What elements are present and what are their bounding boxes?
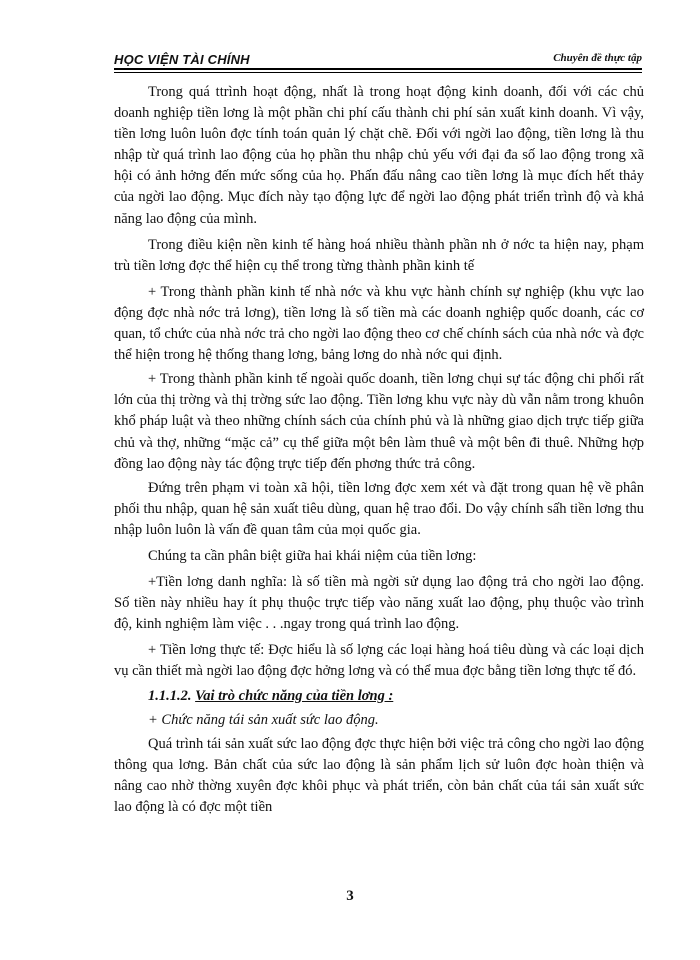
paragraph-7: +Tiền lơng danh nghĩa: là số tiền mà ngời sử dụng lao động trả cho ngời lao động. Số tiền này nhiều hay ít phụ thuộc trực tiếp vào năng xuất lao động, phụ thuộc vào trình độ, kinh nghiệm làm việc . . .ngay trong quá trình lao động. xyxy=(114,574,644,633)
paragraph-6: Chúng ta cần phân biệt giữa hai khái niệm của tiền lơng: xyxy=(148,547,477,564)
institution-name: HỌC VIỆN TÀI CHÍNH xyxy=(114,52,250,67)
page-number: 3 xyxy=(346,888,354,904)
paragraph-4: + Trong thành phần kinh tế ngoài quốc doanh, tiền lơng chụi sự tác động chi phối rất lớn của thị trờng và thị trờng sức lao động. Tiền lơng khu vực này dù vẫn nằm trong khuôn khổ pháp luật và theo những chính sách của chính phủ và là những giao dịch trực tiếp giữa chủ và thợ, những “mặc cả” cụ thể giữa một bên làm thuê và một bên đi thuê. Những hợp đồng lao động này tác động trực tiếp đến phơng thức trả công. xyxy=(114,371,644,472)
section-heading xyxy=(114,686,644,707)
document-body xyxy=(114,82,644,823)
section-number: 1.1.1.2. xyxy=(148,687,192,704)
section-title: Vai trò chức năng của tiền lơng : xyxy=(195,687,394,704)
paragraph-8: + Tiền lơng thực tế: Đợc hiểu là số lợng các loại hàng hoá tiêu dùng và các loại dịch vụ cần thiết mà ngời lao động đợc hởng lơng và có thể mua đợc bằng tiền lơng thực tế đó. xyxy=(114,642,644,680)
page-header xyxy=(114,50,642,74)
document-type: Chuyên đề thực tập xyxy=(553,52,642,64)
paragraph-5: Đứng trên phạm vi toàn xã hội, tiền lơng đợc xem xét và đặt trong quan hệ về phân phối thu nhập, quan hệ sản xuất tiêu dùng, quan hệ trao đổi. Do vậy chính sấh tiền lơng thu nhập luôn luôn là vấn đề quan tâm của mọi quốc gia. xyxy=(114,479,644,538)
paragraph-1: Trong quá ttrình hoạt động, nhất là trong hoạt động kinh doanh, đối với các chủ doanh nghiệp tiền lơng là một phần chi phí cấu thành chi phí sản xuất kinh doanh. Vì vậy, tiền lơng luôn luôn đợc tính toán quản lý chặt chẽ. Đối với ngời lao động, tiền lơng là thu nhập từ quá trình lao động của họ phần thu nhập chủ yếu với đại đa số lao động trong xã hội có ảnh hởng đến mức sống của họ. Phấn đấu nâng cao tiền lơng là mục đích hết thảy của ngời lao động. Mục đích này tạo động lực để ngời lao động phát triển trình độ và khả năng lao động của mình. xyxy=(114,84,644,227)
paragraph-3: + Trong thành phần kinh tế nhà nớc và khu vực hành chính sự nghiệp (khu vực lao động đợc nhà nớc trả lơng), tiền lơng là số tiền mà các doanh nghiệp quốc doanh, các cơ quan, tổ chức của nhà nớc trả cho ngời lao động theo cơ chế chính sách của nhà nớc và đợc thể hiện trong hệ thống thang lơng, bảng lơng do nhà nớc qui định. xyxy=(114,283,644,364)
paragraph-final: Quá trình tái sản xuất sức lao động đợc thực hiện bởi việc trả công cho ngời lao động thông qua lơng. Bản chất của sức lao động là sản phẩm lịch sử luôn đợc hoàn thiện và nâng cao nhờ thờng xuyên đợc khôi phục và phát triển, còn bản chất của tái sản xuất sức lao động là có đợc một tiền xyxy=(114,735,644,815)
paragraph-2: Trong điều kiện nền kinh tế hàng hoá nhiều thành phần nh ở nớc ta hiện nay, phạm trù tiền lơng đợc thể hiện cụ thể trong từng thành phần kinh tế xyxy=(114,236,644,274)
header-rule-thin xyxy=(114,72,642,73)
subsection-heading: + Chức năng tái sản xuất sức lao động. xyxy=(148,711,379,728)
header-rule-thick xyxy=(114,68,642,70)
